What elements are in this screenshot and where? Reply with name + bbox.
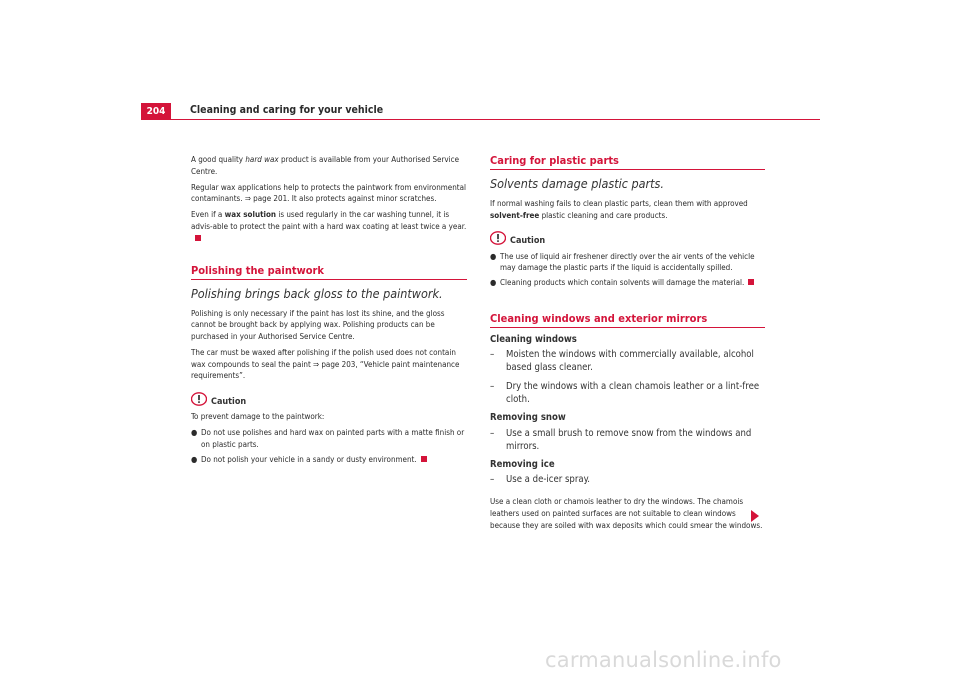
caution-icon	[490, 231, 506, 245]
caution-label: Caution	[211, 396, 247, 407]
section-end-icon	[195, 235, 201, 241]
bullet-icon: ●	[191, 454, 198, 464]
step-item: – Use a small brush to remove snow from the windows and mirrors.	[490, 427, 752, 452]
continue-arrow-icon	[751, 510, 759, 522]
caution-icon	[191, 392, 207, 406]
polish-paragraph-1: Polishing is only necessary if the paint has lost its shine, and the gloss cannot be brought back by applying wax. Polishing products can be purchased in your Authorised Service Centre.	[191, 308, 445, 341]
intro-paragraph-1: A good quality hard wax product is available from your Authorised Service Centre.	[191, 155, 460, 176]
plastic-paragraph: If normal washing fails to clean plastic parts, clean them with approved solvent-free plastic cleaning and care products.	[490, 199, 748, 220]
intro-paragraph-3: Even if a wax solution is used regularly in the car washing tunnel, it is advis-able to protect the paint with a hard wax coating at least twice a year.	[191, 209, 467, 244]
section-subtitle-plastic: Solvents damage plastic parts.	[490, 176, 664, 191]
intro-paragraph-2: Regular wax applications help to protects the paintwork from environmental contaminants. ⇒ page 201. It also protects against minor scratches.	[191, 182, 467, 204]
section-end-icon	[421, 456, 427, 462]
caution-bullet: ● Cleaning products which contain solvents will damage the material.	[490, 277, 765, 289]
bullet-icon: ●	[191, 428, 198, 438]
section-end-icon	[748, 279, 754, 285]
section-heading-windows: Cleaning windows and exterior mirrors	[490, 312, 765, 328]
caution-label: Caution	[510, 236, 546, 247]
subhead-removing-ice: Removing ice	[490, 458, 555, 470]
caution-bullet: ● Do not polish your vehicle in a sandy or dusty environment.	[191, 454, 467, 466]
caution-bullet: ● The use of liquid air freshener directly over the air vents of the vehicle may damage the plastic parts if the liquid is accidentally spilled.	[490, 251, 755, 273]
polish-paragraph-2: The car must be waxed after polishing if the polish used does not contain wax compounds to seal the paint ⇒ page 203, “Vehicle paint maintenance requirements”.	[191, 347, 460, 381]
page-number: 204	[141, 103, 171, 120]
bullet-icon: ●	[490, 277, 497, 287]
step-item: – Use a de-icer spray.	[490, 474, 591, 486]
subhead-cleaning-windows: Cleaning windows	[490, 333, 577, 345]
caution-box-header	[490, 229, 765, 248]
caution-box-header	[191, 390, 467, 409]
section-heading-plastic: Caring for plastic parts	[490, 154, 765, 170]
header-divider	[141, 119, 820, 120]
section-subtitle-polishing: Polishing brings back gloss to the paintwork.	[191, 285, 443, 301]
watermark: carmanualsonline.info	[545, 648, 782, 672]
caution-intro: To prevent damage to the paintwork:	[191, 412, 325, 422]
caution-bullet: ● Do not use polishes and hard wax on painted parts with a matte finish or on plastic parts.	[191, 428, 465, 449]
bullet-icon: ●	[490, 251, 497, 261]
windows-note: Use a clean cloth or chamois leather to dry the windows. The chamois leathers used on painted surfaces are not suitable to clean windows because they are soiled with wax deposits which could smear the windows.	[490, 497, 763, 530]
left-column	[191, 154, 467, 468]
right-column	[490, 154, 765, 536]
running-header-title: Cleaning and caring for your vehicle	[190, 104, 384, 116]
step-item: – Dry the windows with a clean chamois leather or a lint-free cloth.	[490, 381, 760, 406]
subhead-removing-snow: Removing snow	[490, 412, 566, 424]
section-heading-polishing: Polishing the paintwork	[191, 264, 467, 280]
step-item: – Moisten the windows with commercially available, alcohol based glass cleaner.	[490, 349, 754, 374]
